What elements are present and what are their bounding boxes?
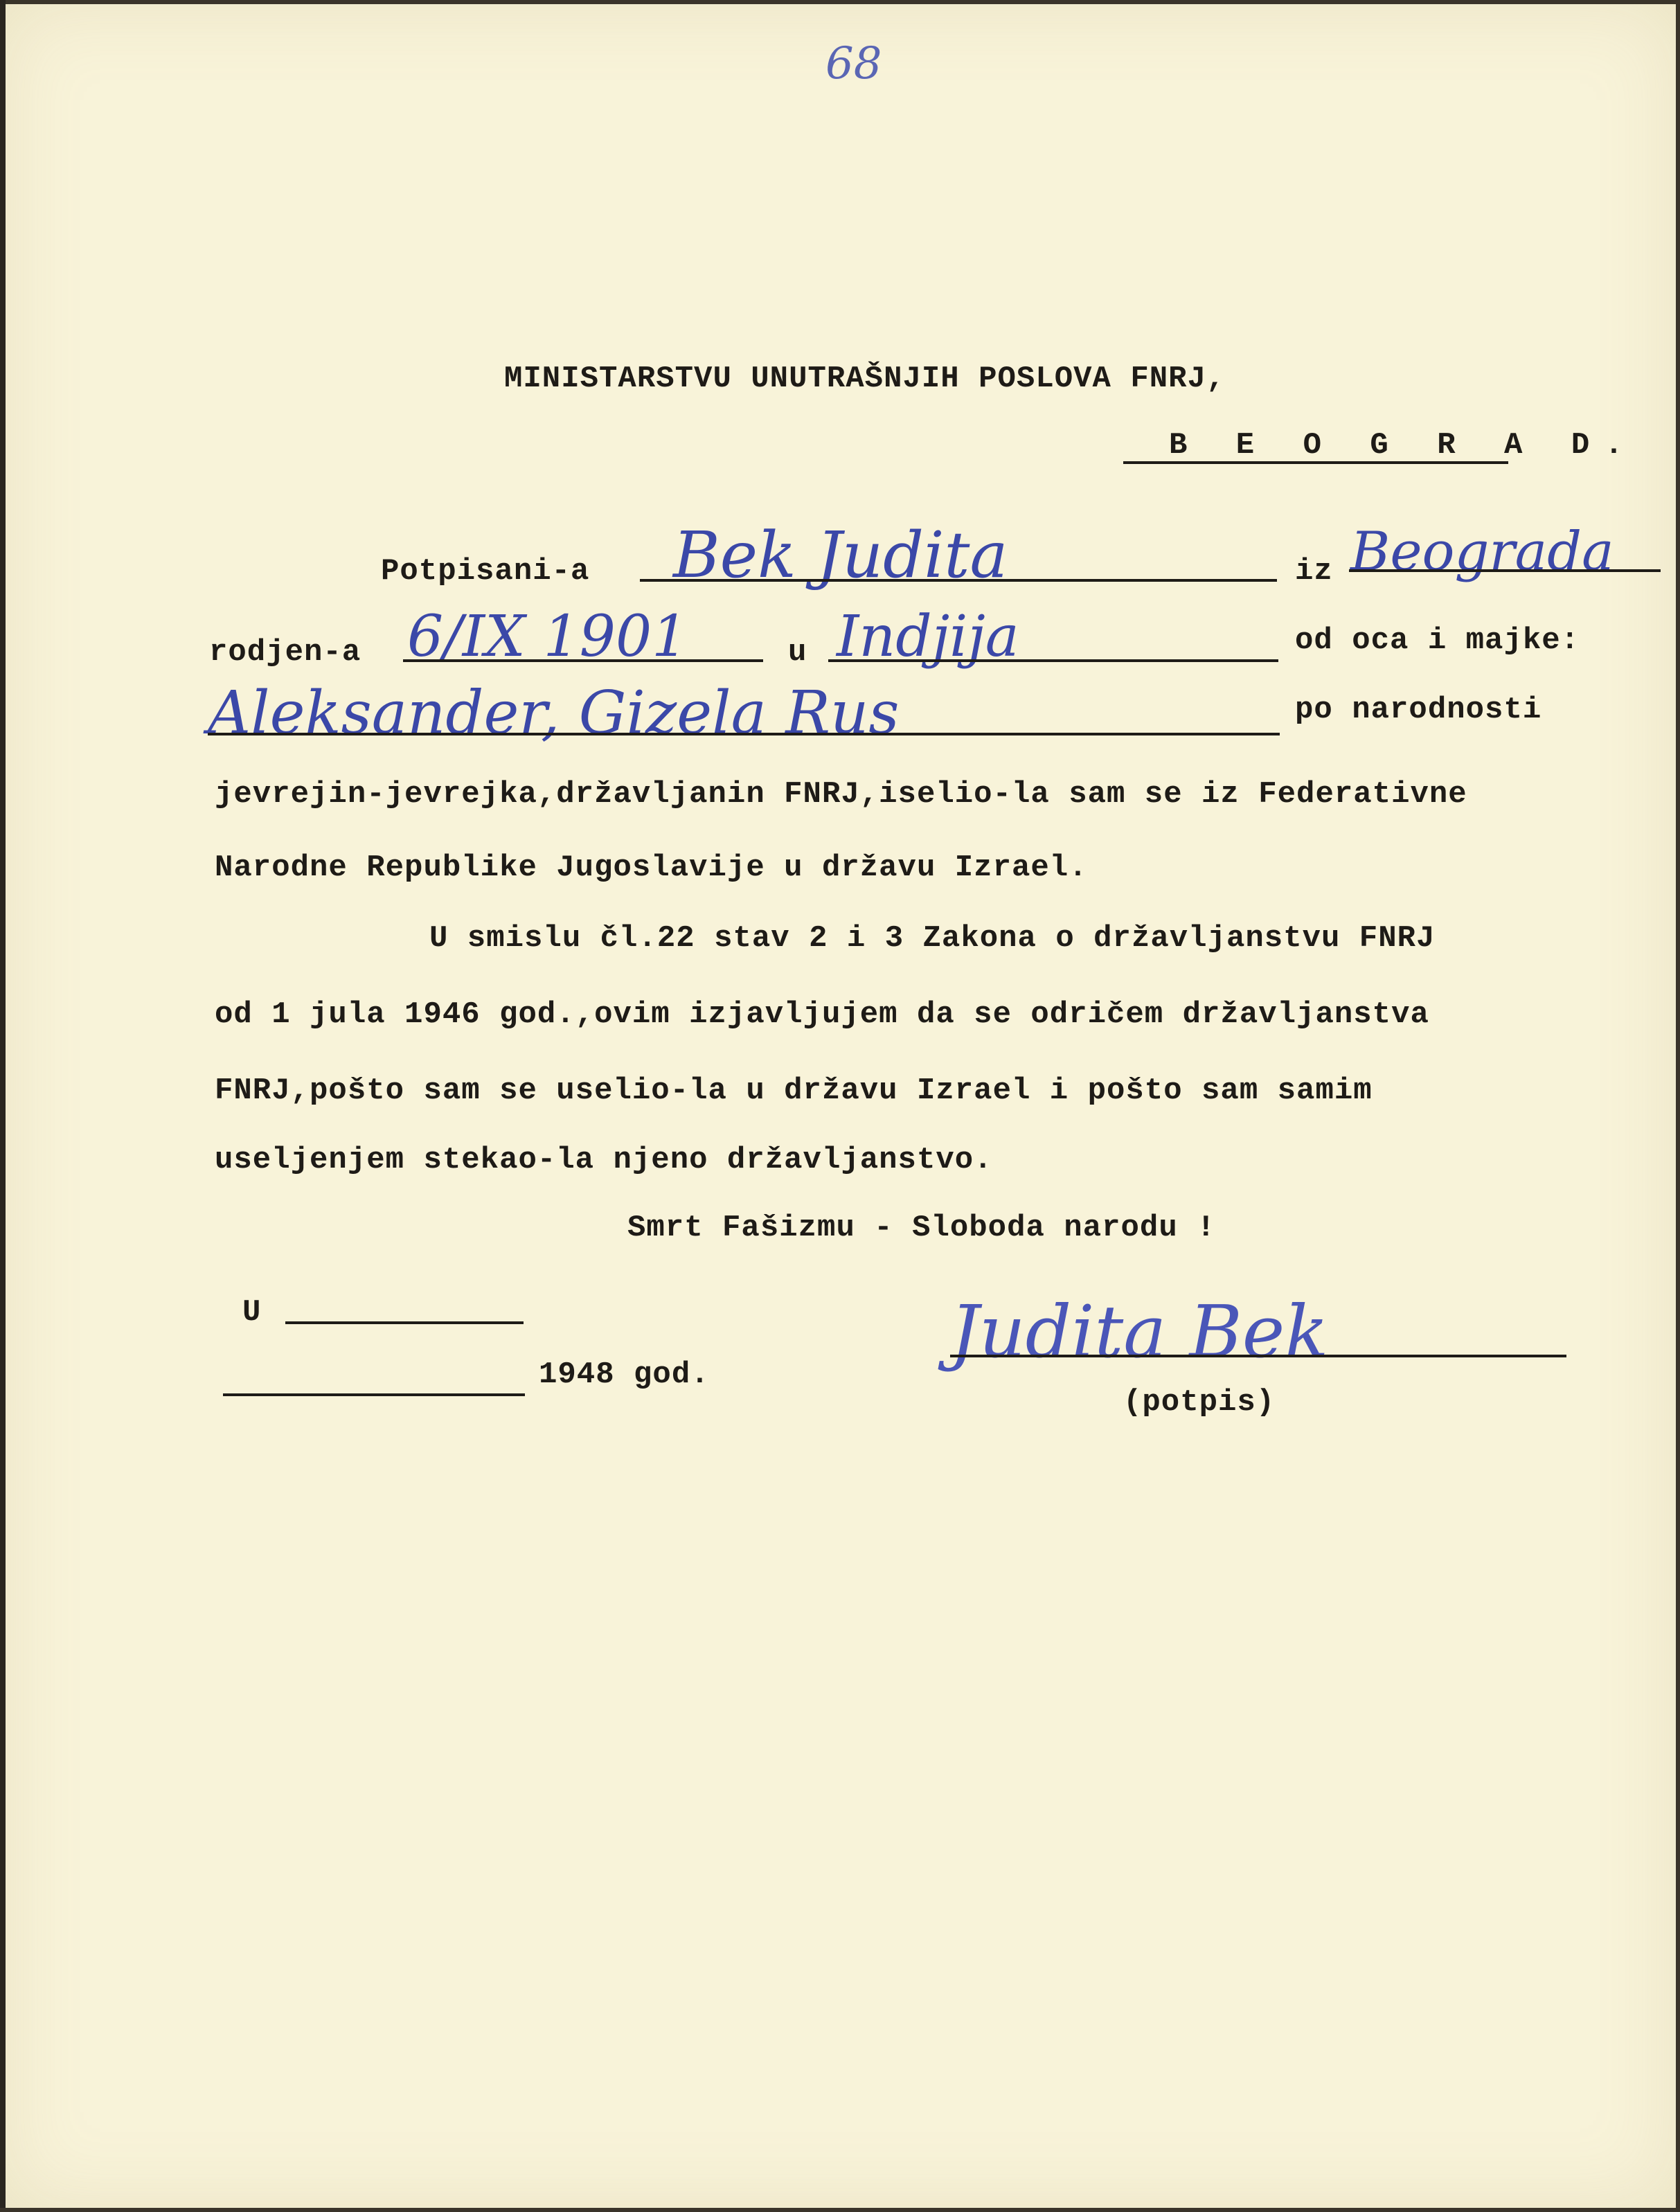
birth-date-underline (403, 659, 763, 662)
birth-place-underline (828, 659, 1278, 662)
signature-line (950, 1355, 1566, 1357)
handwritten-signature: Judita Bek (950, 1290, 1329, 1374)
birth-date: 6/IX 1901 (407, 604, 688, 670)
scan-edge-right (1676, 0, 1680, 2212)
signed-name-underline (640, 579, 1277, 582)
recipient-line: MINISTARSTVU UNUTRAŠNJIH POSLOVA FNRJ, (504, 362, 1226, 396)
nationality-label: po narodnosti (1295, 693, 1542, 727)
folio-number: 68 (825, 38, 882, 89)
form-line-5: Narodne Republike Jugoslavije u državu Izrael. (215, 850, 1088, 885)
form-line-4: jevrejin-jevrejka,državljanin FNRJ,iselio-la sam se iz Federativne (215, 777, 1467, 812)
place-label: U (242, 1295, 262, 1330)
parents-names: Aleksander, Gizela Rus (208, 679, 900, 748)
body-line-1: U smislu čl.22 stav 2 i 3 Zakona o državljanstvu FNRJ (429, 921, 1436, 956)
birth-place: Indjija (837, 604, 1019, 670)
parents-underline (208, 733, 1280, 735)
slogan: Smrt Fašizmu - Sloboda narodu ! (627, 1211, 1216, 1245)
signed-name: Bek Judita (673, 518, 1008, 592)
place-underline (285, 1321, 524, 1324)
born-label: rodjen-a (209, 635, 361, 670)
scan-edge-left (0, 0, 6, 2212)
year-label: 1948 god. (539, 1357, 710, 1392)
signed-label: Potpisani-a (381, 554, 590, 589)
from-city: Beograda (1350, 521, 1614, 583)
from-city-underline (1349, 569, 1661, 572)
signature-label: (potpis) (1123, 1385, 1276, 1420)
city-underline (1123, 461, 1508, 464)
in-label: u (788, 635, 807, 670)
parents-label: od oca i majke: (1295, 623, 1580, 658)
body-line-3: FNRJ,pošto sam se uselio-la u državu Izrael i pošto sam samim (215, 1073, 1373, 1108)
date-underline (223, 1393, 525, 1396)
scan-edge-top (0, 0, 1680, 4)
body-line-4: useljenjem stekao-la njeno državljanstvo. (215, 1143, 993, 1177)
from-label: iz (1295, 554, 1333, 589)
scan-edge-bottom (0, 2208, 1680, 2212)
city-line: B E O G R A D. (1169, 428, 1638, 463)
body-line-2: od 1 jula 1946 god.,ovim izjavljujem da se odričem državljanstva (215, 997, 1429, 1032)
